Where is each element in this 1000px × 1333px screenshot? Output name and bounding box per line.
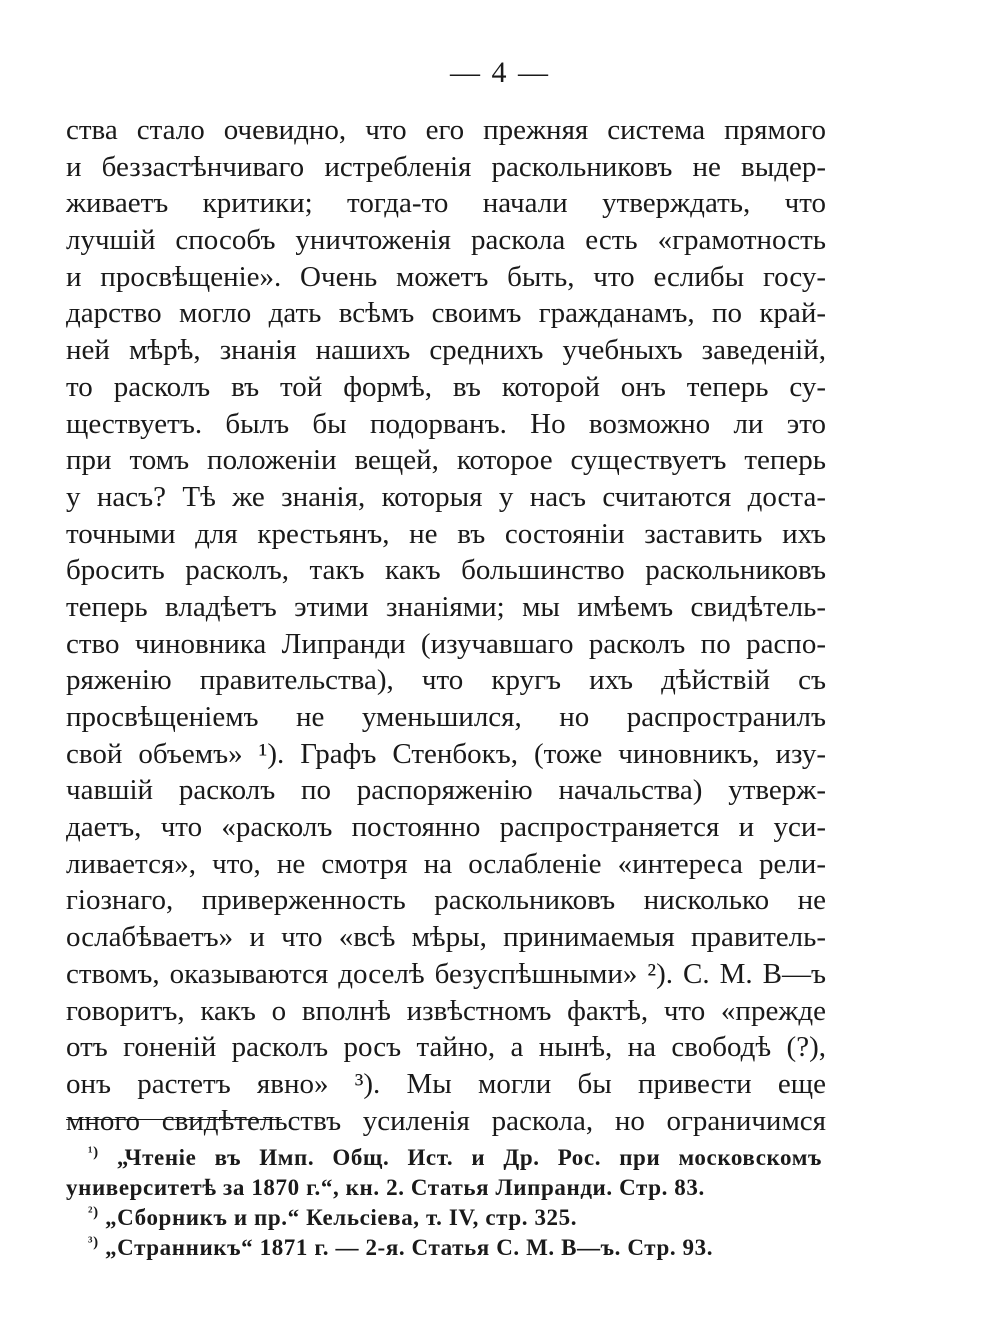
body-line: говоритъ, какъ о вполнѣ извѣстномъ фактѣ, что «прежде [66, 994, 826, 1027]
body-line: ство чиновника Липранди (изучавшаго расколъ по распо- [66, 627, 826, 660]
body-text [66, 112, 826, 1139]
footnote-3 [66, 1233, 822, 1263]
body-line: у насъ? Тѣ же знанія, которыя у насъ считаются доста- [66, 480, 826, 513]
body-line: при томъ положеніи вещей, которое существуетъ теперь [66, 444, 826, 477]
body-line: бросить расколъ, такъ какъ большинство раскольниковъ [66, 554, 826, 587]
footnote-2-mark: ²) [88, 1204, 99, 1221]
footnote-3-mark: ³) [88, 1234, 99, 1251]
body-line: то расколъ въ той формѣ, въ которой онъ теперь су- [66, 370, 826, 403]
body-line: точными для крестьянъ, не въ состояніи заставить ихъ [66, 517, 826, 550]
footnotes [66, 1143, 822, 1263]
body-line: чавшій расколъ по распоряженію начальства) утверж- [66, 774, 826, 807]
body-line: живаетъ критики; тогда-то начали утверждать, что [66, 187, 826, 220]
body-line: онъ растетъ явно» ³). Мы могли бы привести еще [66, 1067, 826, 1100]
body-line: теперь владѣетъ этими знаніями; мы имѣемъ свидѣтель- [66, 590, 826, 623]
body-line: свой объемъ» ¹). Графъ Стенбокъ, (тоже чиновникъ, изу- [66, 737, 826, 770]
body-line: ряженію правительства), что кругъ ихъ дѣйствій съ [66, 664, 826, 697]
footnote-1-line-2 [66, 1173, 822, 1203]
page-number: — 4 — [450, 56, 550, 89]
body-line: ствомъ, оказываются доселѣ безуспѣшными» ²). С. М. В—ъ [66, 957, 826, 990]
footnote-2 [66, 1203, 822, 1233]
body-line: ществуетъ. былъ бы подорванъ. Но возможно ли это [66, 407, 826, 440]
body-line: просвѣщеніемъ не уменьшился, но распространилъ [66, 701, 826, 733]
body-line: даетъ, что «расколъ постоянно распространяется и уси- [66, 811, 826, 844]
footnote-2-text: „Сборникъ и пр.“ Кельсіева, т. IV, стр. 325. [105, 1205, 578, 1230]
body-line: ства стало очевидно, что его прежняя система прямого [66, 114, 826, 146]
body-line: отъ гоненій расколъ росъ тайно, а нынѣ, на свободѣ (?), [66, 1031, 826, 1064]
body-line: много свидѣтельствъ усиленія раскола, но ограничимся [66, 1104, 826, 1137]
body-line: дарство могло дать всѣмъ своимъ гражданамъ, по край- [66, 297, 826, 330]
body-line: и просвѣщеніе». Очень можетъ быть, что еслибы госу- [66, 260, 826, 293]
body-line: гіознаго, приверженность раскольниковъ нисколько не [66, 884, 826, 917]
footnote-1-line-1 [66, 1143, 822, 1173]
footnote-divider [66, 1119, 282, 1120]
body-line: и беззастѣнчиваго истребленія раскольниковъ не выдер- [66, 150, 826, 183]
footnote-1-mark: ¹) [88, 1144, 99, 1161]
body-line: ней мѣрѣ, знанія нашихъ среднихъ учебныхъ заведеній, [66, 334, 826, 367]
footnote-3-text: „Странникъ“ 1871 г. — 2-я. Статья С. М. В—ъ. Стр. 93. [105, 1235, 714, 1260]
body-line: ливается», что, не смотря на ослабленіе «интереса рели- [66, 847, 826, 880]
footnote-1-text: „Чтеніе въ Имп. Общ. Ист. и Др. Рос. при московскомъ [116, 1145, 822, 1170]
footnote-1-text-cont: университетѣ за 1870 г.“, кн. 2. Статья Липранди. Стр. 83. [66, 1175, 705, 1200]
body-line: ослабѣваетъ» и что «всѣ мѣры, принимаемыя правитель- [66, 921, 826, 954]
body-line: лучшій способъ уничтоженія раскола есть «грамотность [66, 224, 826, 257]
